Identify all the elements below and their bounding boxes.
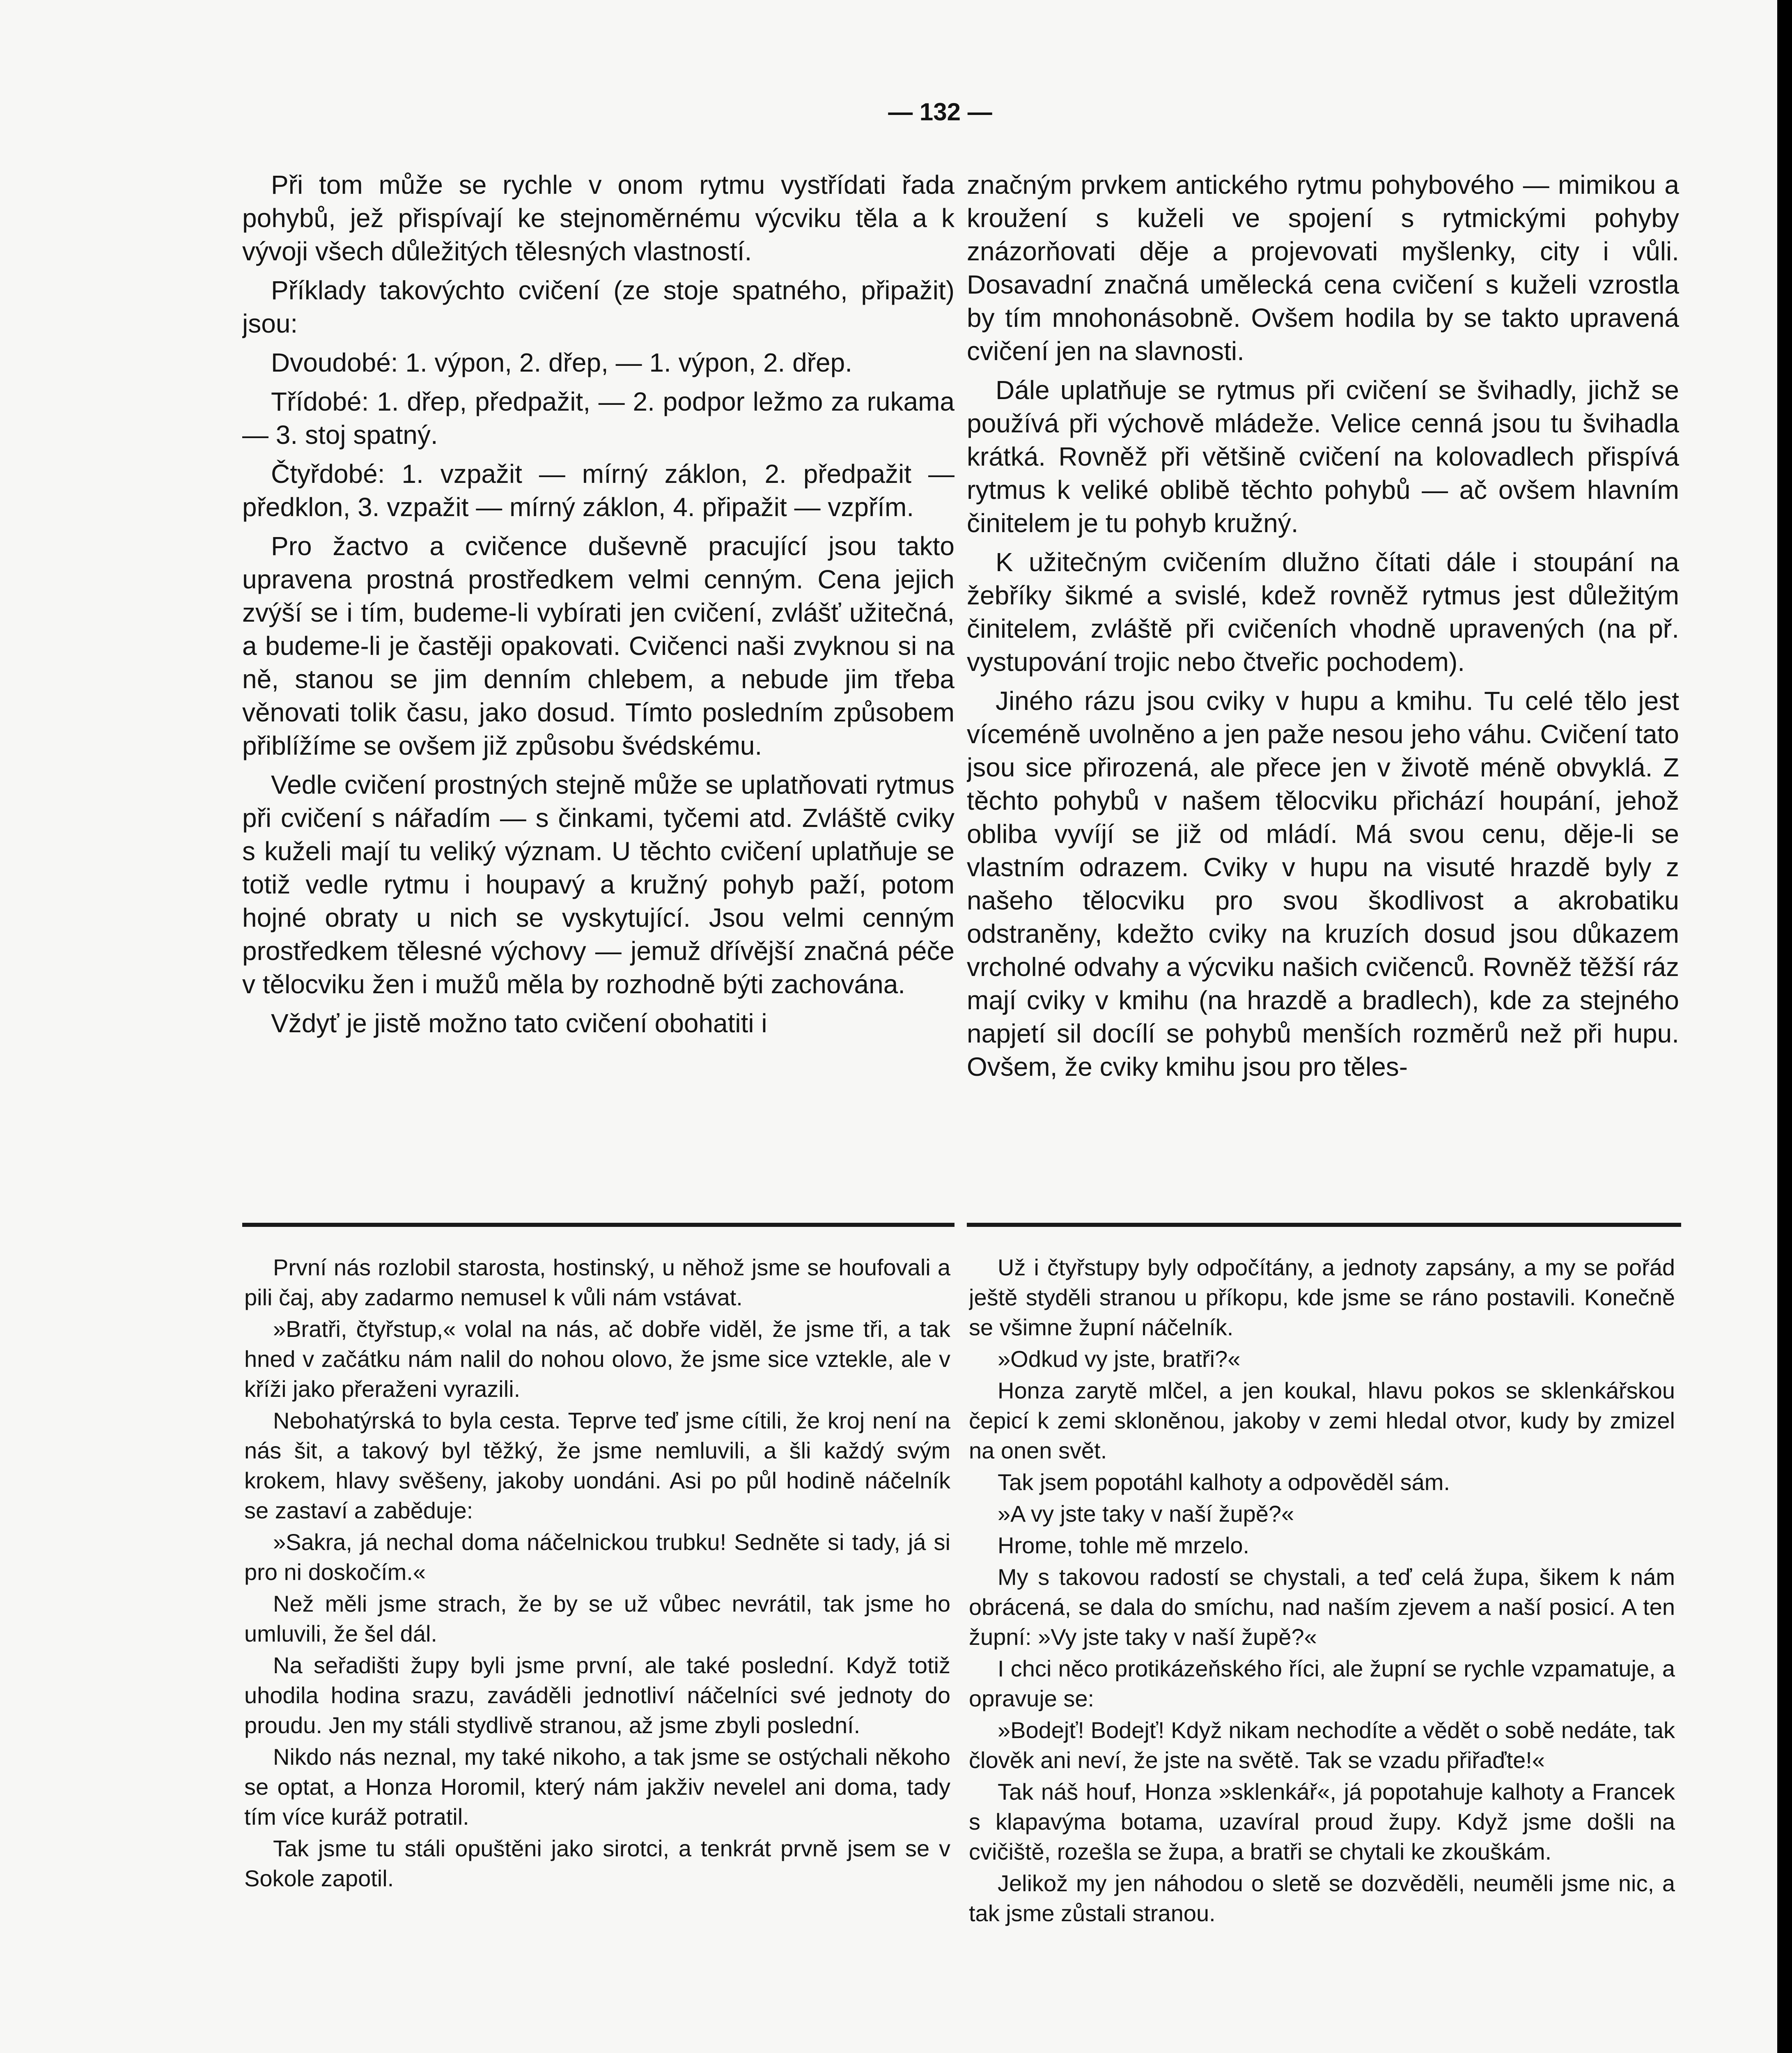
story-paragraph: My s takovou radostí se chystali, a teď celá župa, šikem k nám obrácená, se dala do smíchu, nad naším zjevem a naší posicí. A ten župní: »Vy jste taky v naší župě?«	[969, 1564, 1675, 1650]
story-paragraph: Už i čtyřstupy byly odpočítány, a jednoty zapsány, a my se pořád ještě styděli stranou u příkopu, kde jsme se ráno postavili. Konečně se všimne župní náčelník.	[969, 1254, 1675, 1340]
story-paragraph: Jelikož my jen náhodou o sletě se dozvěděli, neuměli jsme nic, a tak jsme zůstali stranou.	[969, 1870, 1675, 1926]
story-paragraph: Než měli jsme strach, že by se už vůbec nevrátil, tak jsme ho umluvili, že šel dál.	[244, 1591, 950, 1647]
article-paragraph: Jiného rázu jsou cviky v hupu a kmihu. Tu celé tělo jest víceméně uvolněno a jen paže nesou jeho váhu. Cvičení tato jsou sice přirozená, ale přece jen v životě méně obvyklá. Z těchto pohybů v našem tělocviku přichází houpání, jehož obliba vyvíjí se již od mládí. Má svou cenu, děje-li se vlastním odrazem. Cviky v hupu na visuté hrazdě byly z našeho tělocviku pro svou škodlivost a akrobatiku odstraněny, kdežto cviky na kruzích dosud jsou důkazem vrcholné odvahy a výcviku našich cvičenců. Rovněž těžší ráz mají cviky v kmihu (na hrazdě a bradlech), kde za stejného napjetí sil docílí se pohybů menších rozměrů než při hupu. Ovšem, že cviky kmihu jsou pro těles-	[967, 686, 1679, 1082]
article-paragraph: Vždyť je jistě možno tato cvičení obohatiti i	[271, 1008, 767, 1038]
story-paragraph: Tak jsme tu stáli opuštěni jako sirotci, a tenkrát prvně jsem se v Sokole zapotil.	[244, 1835, 950, 1891]
article-paragraph: značným prvkem antického rytmu pohybového — mimikou a kroužení s kuželi ve spojení s rytmickými pohyby znázorňovati děje a projevovati myšlenky, city i vůli. Dosavadní značná umělecká cena cvičení s kuželi vzrostla by tím mnohonásobně. Ovšem hodila by se takto upravená cvičení jen na slavnosti.	[967, 170, 1679, 366]
article-column-left	[242, 168, 955, 1203]
story-paragraph: Hrome, tohle mě mrzelo.	[998, 1532, 1250, 1558]
article-paragraph: Třídobé: 1. dřep, předpažit, — 2. podpor ležmo za rukama — 3. stoj spatný.	[242, 387, 955, 450]
story-paragraph: »Sakra, já nechal doma náčelnickou trubku! Sedněte si tady, já si pro ni doskočím.«	[244, 1529, 950, 1585]
story-paragraph: Honza zarytě mlčel, a jen koukal, hlavu pokos se sklenkářskou čepicí k zemi skloněnou, jakoby v zemi hledal otvor, kudy by zmizel na onen svět.	[969, 1378, 1675, 1463]
article-column-right	[967, 168, 1679, 1203]
section-divider-right	[967, 1223, 1681, 1227]
story-paragraph: Nebohatýrská to byla cesta. Teprve teď jsme cítili, že kroj není na nás šit, a takový byl těžký, že jsme nemluvili, a šli každý svým krokem, hlavy svěšeny, jakoby uondáni. Asi po půl hodině náčelník se zastaví a zaběduje:	[244, 1408, 950, 1523]
page-number: — 132 —	[888, 98, 992, 126]
story-paragraph: »Bratři, čtyřstup,« volal na nás, ač dobře viděl, že jsme tři, a tak hned v začátku nám nalil do nohou olovo, že jsme sice vztekle, ale v kříži jako přeraženi vyrazili.	[244, 1316, 950, 1402]
article-paragraph: Dvoudobé: 1. výpon, 2. dřep, — 1. výpon, 2. dřep.	[271, 348, 852, 377]
article-paragraph: Příklady takovýchto cvičení (ze stoje spatného, připažit) jsou:	[242, 276, 955, 338]
article-paragraph: Dále uplatňuje se rytmus při cvičení se švihadly, jichž se používá při výchově mládeže. Velice cenná jsou tu švihadla krátká. Rovněž při většině cvičení na kolovadlech přispívá rytmus k veliké oblibě těchto pohybů — ač ovšem hlavním činitelem je tu pohyb kružný.	[967, 375, 1679, 538]
story-column-right	[969, 1252, 1675, 2053]
article-paragraph: K užitečným cvičením dlužno čítati dále i stoupání na žebříky šikmé a svislé, kdež rovněž rytmus jest důležitým činitelem, zvláště při cvičeních vhodně upravených (na př. vystupování trojic nebo čtveřic pochodem).	[967, 547, 1679, 677]
article-paragraph: Při tom může se rychle v onom rytmu vystřídati řada pohybů, jež přispívají ke stejnoměrnému výcviku těla a k vývoji všech důležitých tělesných vlastností.	[242, 170, 955, 266]
story-paragraph: Na seřadišti župy byli jsme první, ale také poslední. Když totiž uhodila hodina srazu, zaváděli jednotliví náčelníci své jednoty do proudu. Jen my stáli stydlivě stranou, až jsme zbyli poslední.	[244, 1652, 950, 1738]
section-divider-left	[242, 1223, 955, 1227]
article-paragraph: Vedle cvičení prostných stejně může se uplatňovati rytmus při cvičení s nářadím — s činkami, tyčemi atd. Zvláště cviky s kuželi mají tu veliký význam. U těchto cvičení uplatňuje se totiž vedle rytmu i houpavý a kružný pohyb paží, potom hojné obraty u nich se vyskytující. Jsou velmi cenným prostředkem tělesné výchovy — jemuž dřívější značná péče v tělocviku žen i mužů měla by rozhodně býti zachována.	[242, 770, 955, 999]
scan-border-right	[1777, 0, 1792, 2053]
article-paragraph: Čtyřdobé: 1. vzpažit — mírný záklon, 2. předpažit — předklon, 3. vzpažit — mírný záklon, 4. připažit — vzpřím.	[242, 459, 955, 522]
story-paragraph: Tak jsem popotáhl kalhoty a odpověděl sám.	[998, 1469, 1450, 1495]
story-paragraph: »Odkud vy jste, bratři?«	[998, 1346, 1241, 1372]
story-paragraph: První nás rozlobil starosta, hostinský, u něhož jsme se houfovali a pili čaj, aby zadarmo nemusel k vůli nám vstávat.	[244, 1254, 950, 1310]
story-paragraph: I chci něco protikázeňského říci, ale župní se rychle vzpamatuje, a opravuje se:	[969, 1656, 1675, 1711]
story-column-left	[244, 1252, 950, 2053]
article-paragraph: Pro žactvo a cvičence duševně pracující jsou takto upravena prostná prostředkem velmi cenným. Cena jejich zvýší se i tím, budeme-li vybírati jen cvičení, zvlášť užitečná, a budeme-li je častěji opakovati. Cvičenci naši zvyknou si na ně, stanou se jim denním chlebem, a nebude jim třeba věnovati tolik času, jako dosud. Tímto posledním způsobem přiblížíme se ovšem již způsobu švédskému.	[242, 531, 955, 760]
story-paragraph: Tak náš houf, Honza »sklenkář«, já popotahuje kalhoty a Francek s klapavýma botama, uzavíral proud župy. Když jsme došli na cvičiště, rozešla se župa, a bratři se chytali ke zkouškám.	[969, 1779, 1675, 1865]
story-paragraph: Nikdo nás neznal, my také nikoho, a tak jsme se ostýchali někoho se optat, a Honza Horomil, který nám jakživ nevelel ani doma, tady tím více kuráž potratil.	[244, 1744, 950, 1830]
story-paragraph: »A vy jste taky v naší župě?«	[998, 1501, 1294, 1527]
story-paragraph: »Bodejť! Bodejť! Když nikam nechodíte a vědět o sobě nedáte, tak člověk ani neví, že jste na světě. Tak se vzadu přiřaďte!«	[969, 1717, 1675, 1773]
